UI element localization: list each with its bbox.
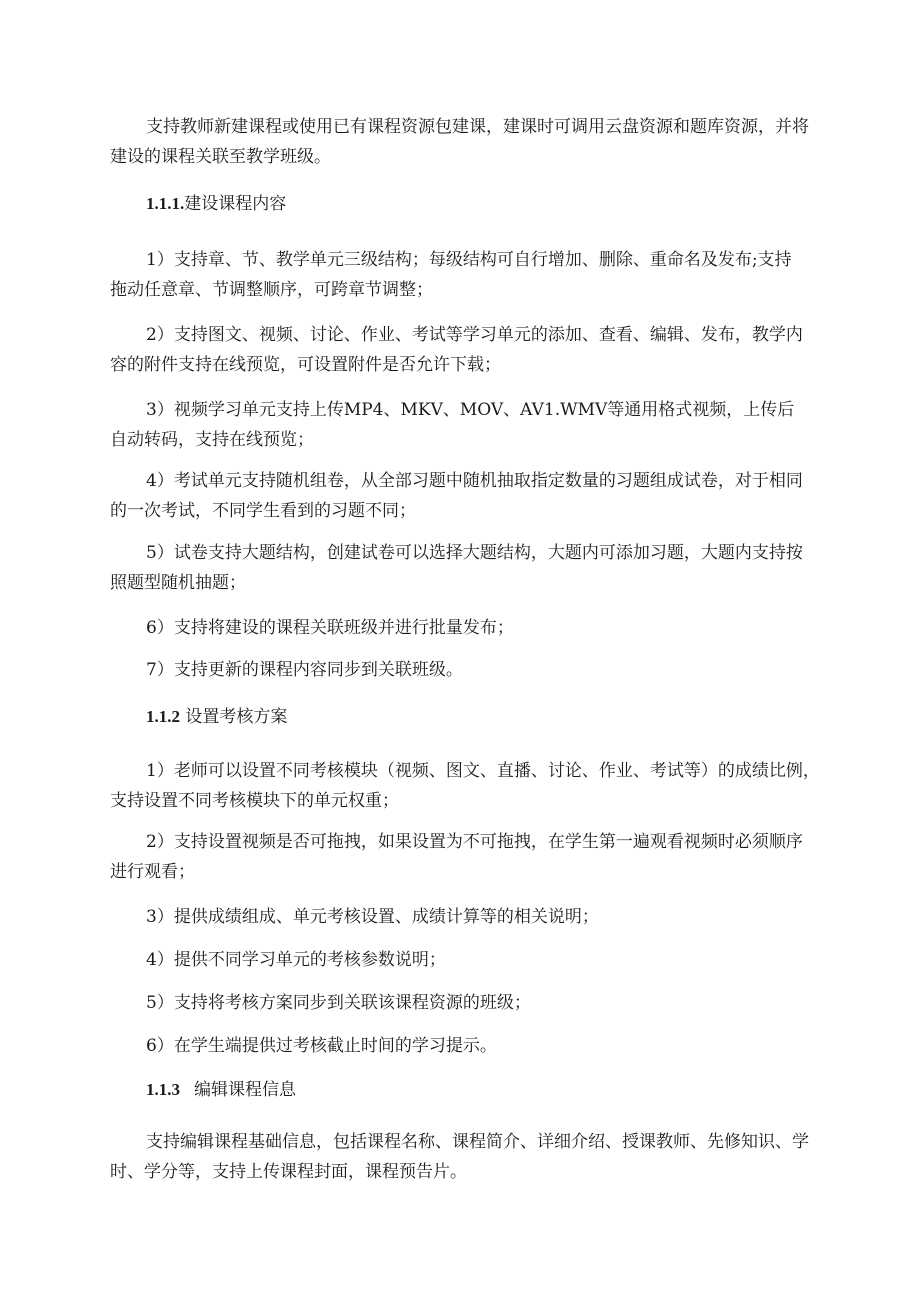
section-title: 编辑课程信息 <box>194 1080 296 1100</box>
list-item <box>110 1127 810 1187</box>
text-line: 5）支持将考核方案同步到关联该课程资源的班级； <box>146 993 531 1013</box>
text-line: 2）支持设置视频是否可拖拽，如果设置为不可拖拽，在学生第一遍观看视频时必须顺序 <box>146 832 803 852</box>
text-line: 进行观看； <box>110 862 195 882</box>
text-line: 4）提供不同学习单元的考核参数说明； <box>146 950 446 970</box>
section-number: 1.1.1. <box>146 194 185 213</box>
text-line: 支持编辑课程基础信息，包括课程名称、课程简介、详细介绍、授课教师、先修知识、学 <box>146 1132 809 1152</box>
list-item <box>110 827 810 887</box>
text-line: 3）视频学习单元支持上传MP4、MKV、MOV、AV1.WMV等通用格式视频，上传后 <box>146 400 795 420</box>
text-line: 1）老师可以设置不同考核模块（视频、图文、直播、讨论、作业、考试等）的成绩比例， <box>146 761 820 781</box>
list-item <box>110 538 810 598</box>
section-title: 设置考核方案 <box>185 707 288 727</box>
list-item <box>110 902 810 932</box>
section-heading-1-1-1 <box>146 189 286 219</box>
intro-paragraph <box>110 112 810 172</box>
text-line: 3）提供成绩组成、单元考核设置、成绩计算等的相关说明； <box>146 907 599 927</box>
text-line: 照题型随机抽题； <box>110 573 246 593</box>
text-line: 建设的课程关联至教学班级。 <box>110 147 331 167</box>
section-number: 1.1.2 <box>146 707 180 726</box>
section-heading-1-1-2 <box>146 702 287 732</box>
list-item <box>110 613 810 643</box>
list-item <box>110 1031 810 1061</box>
text-line: 的一次考试，不同学生看到的习题不同； <box>110 501 416 521</box>
text-line: 时、学分等，支持上传课程封面，课程预告片。 <box>110 1162 467 1182</box>
list-item <box>110 988 810 1018</box>
list-item <box>110 655 810 685</box>
text-line: 6）在学生端提供过考核截止时间的学习提示。 <box>146 1036 497 1056</box>
text-line: 2）支持图文、视频、讨论、作业、考试等学习单元的添加、查看、编辑、发布，教学内 <box>146 325 803 345</box>
text-line: 6）支持将建设的课程关联班级并进行批量发布； <box>146 618 514 638</box>
text-line: 1）支持章、节、教学单元三级结构；每级结构可自行增加、删除、重命名及发布;支持 <box>146 250 792 270</box>
text-line: 自动转码，支持在线预览； <box>110 430 314 450</box>
text-line: 支持教师新建课程或使用已有课程资源包建课，建课时可调用云盘资源和题库资源，并将 <box>146 117 809 137</box>
list-item <box>110 756 820 816</box>
list-item <box>110 395 810 455</box>
text-line: 支持设置不同考核模块下的单元权重； <box>110 791 399 811</box>
text-line: 容的附件支持在线预览，可设置附件是否允许下载； <box>110 355 501 375</box>
section-title: 建设课程内容 <box>184 194 287 214</box>
text-line: 4）考试单元支持随机组卷，从全部习题中随机抽取指定数量的习题组成试卷，对于相同 <box>146 471 803 491</box>
text-line: 5）试卷支持大题结构，创建试卷可以选择大题结构，大题内可添加习题，大题内支持按 <box>146 543 803 563</box>
list-item <box>110 245 810 305</box>
list-item <box>110 320 810 380</box>
list-item <box>110 945 810 975</box>
text-line: 拖动任意章、节调整顺序，可跨章节调整； <box>110 280 433 300</box>
section-heading-1-1-3 <box>146 1075 296 1105</box>
text-line: 7）支持更新的课程内容同步到关联班级。 <box>146 660 463 680</box>
list-item <box>110 466 810 526</box>
section-number: 1.1.3 <box>146 1080 180 1099</box>
